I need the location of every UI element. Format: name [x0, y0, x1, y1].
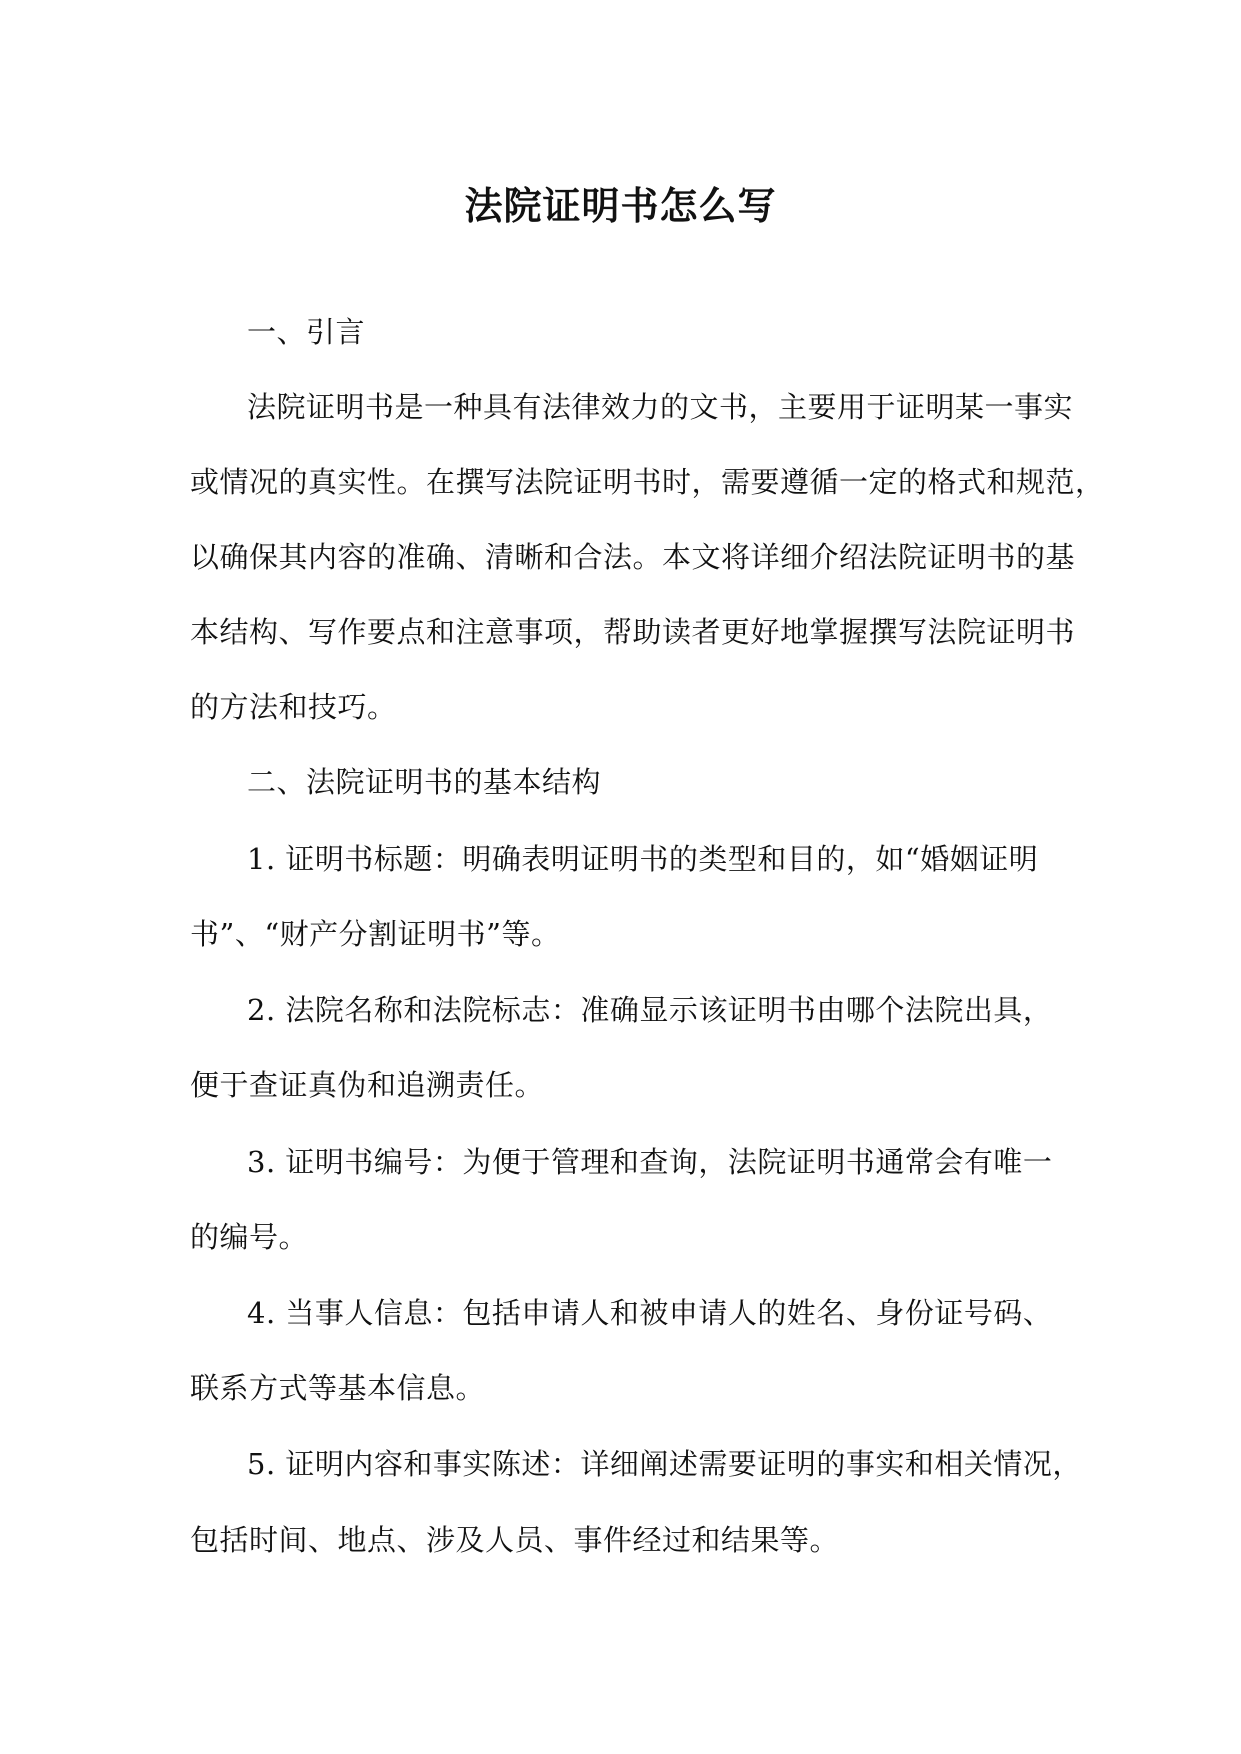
list-item-line: 包括时间、地点、涉及人员、事件经过和结果等。 — [190, 1523, 840, 1557]
list-item-line: 书”、“财产分割证明书”等。 — [190, 917, 561, 951]
list-item-line: 5. 证明内容和事实陈述：详细阐述需要证明的事实和相关情况， — [247, 1447, 1082, 1481]
list-item-line: 3. 证明书编号：为便于管理和查询，法院证明书通常会有唯一 — [247, 1145, 1053, 1179]
list-item-line: 4. 当事人信息：包括申请人和被申请人的姓名、身份证号码、 — [247, 1296, 1053, 1330]
paragraph-line: 本结构、写作要点和注意事项，帮助读者更好地掌握撰写法院证明书 — [190, 615, 1076, 649]
section-heading-introduction: 一、引言 — [247, 315, 366, 349]
list-item-line: 2. 法院名称和法院标志：准确显示该证明书由哪个法院出具， — [247, 993, 1053, 1027]
paragraph-line: 法院证明书是一种具有法律效力的文书，主要用于证明某一事实 — [247, 390, 1074, 424]
list-item-line: 便于查证真伪和追溯责任。 — [190, 1068, 545, 1102]
paragraph-line: 以确保其内容的准确、清晰和合法。本文将详细介绍法院证明书的基 — [190, 540, 1076, 574]
paragraph-line: 的方法和技巧。 — [190, 690, 397, 724]
document-title: 法院证明书怎么写 — [464, 183, 777, 228]
paragraph-line: 或情况的真实性。在撰写法院证明书时，需要遵循一定的格式和规范， — [190, 465, 1105, 499]
list-item-line: 联系方式等基本信息。 — [190, 1371, 486, 1405]
section-heading-basic-structure: 二、法院证明书的基本结构 — [247, 765, 602, 799]
list-item-line: 的编号。 — [190, 1220, 309, 1254]
list-item-line: 1. 证明书标题：明确表明证明书的类型和目的，如“婚姻证明 — [247, 842, 1039, 876]
